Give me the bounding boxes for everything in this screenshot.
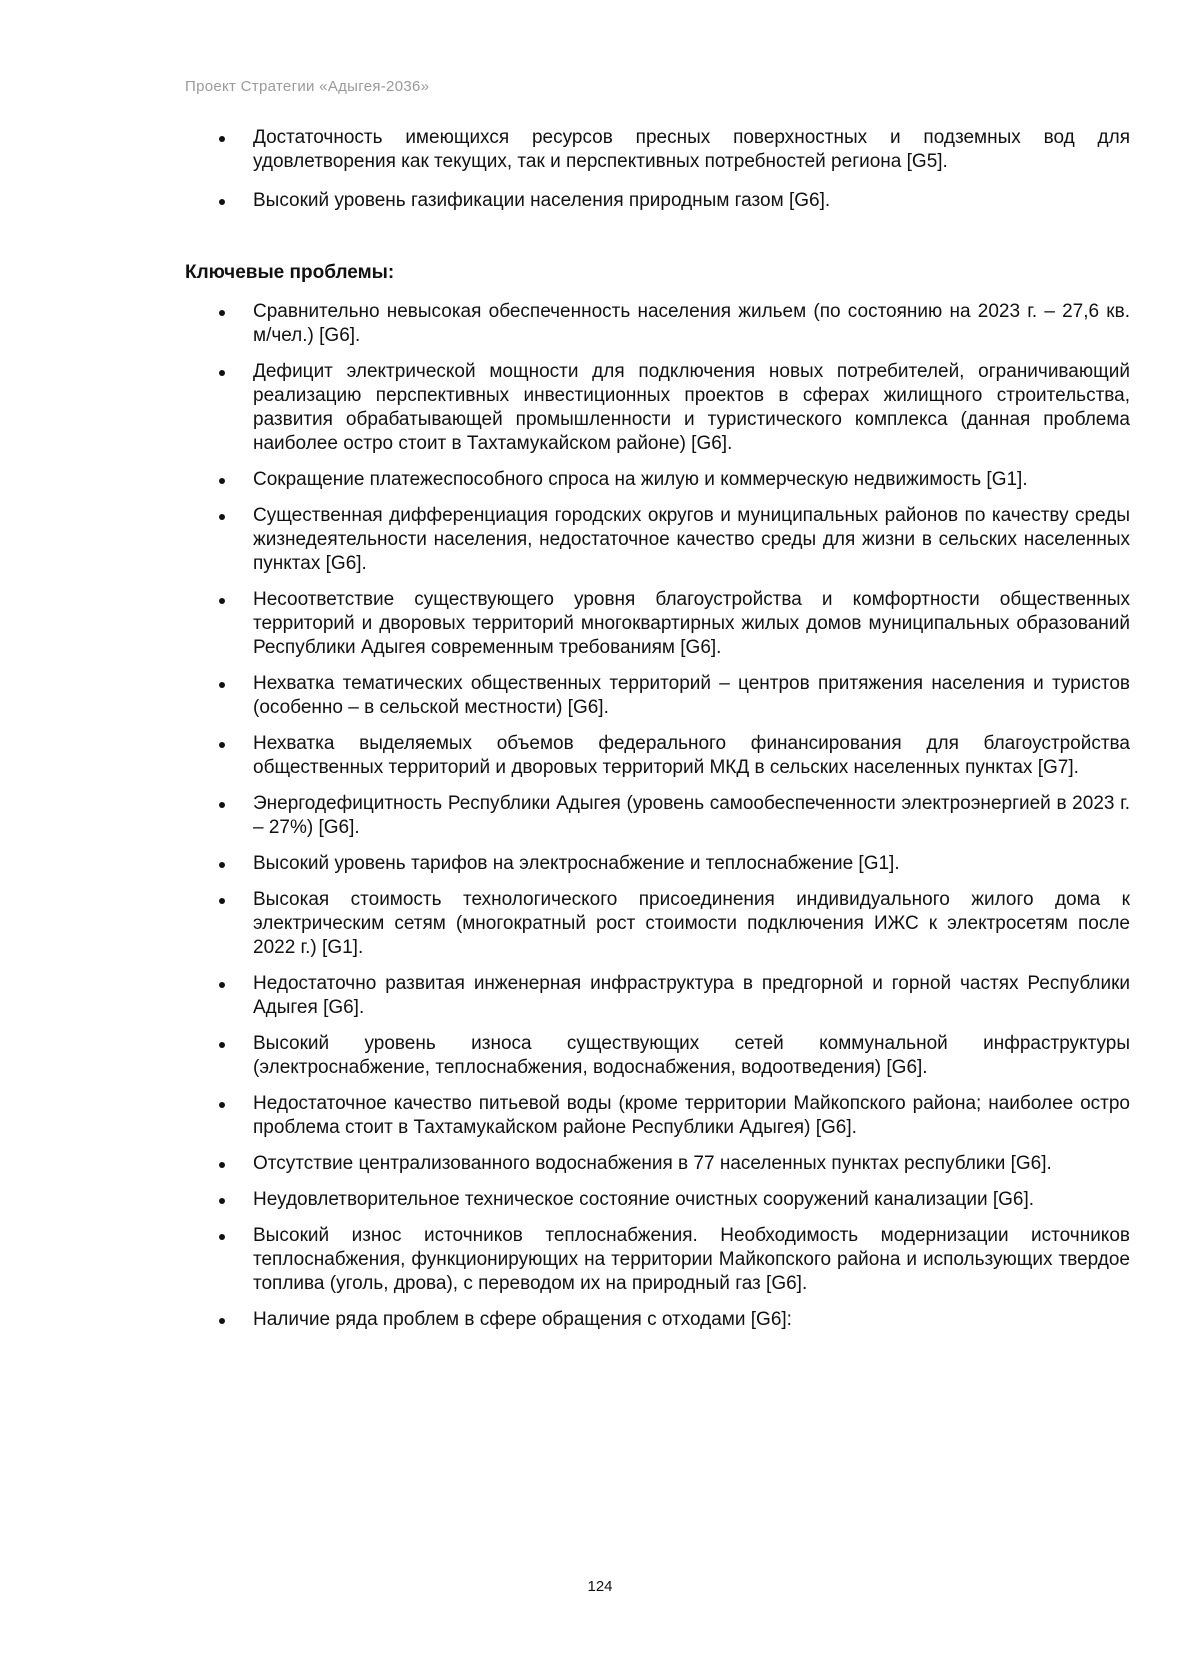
list-item: Высокий уровень износа существующих сетей коммунальной инфраструктуры (электроснабжение, теплоснабжения, водоснабжения, водоотведения) [G6]. — [185, 1032, 1130, 1080]
section-title: Ключевые проблемы: — [185, 262, 395, 283]
list-item: Недостаточно развитая инженерная инфраструктура в предгорной и горной частях Республики Адыгея [G6]. — [185, 972, 1130, 1020]
list-item: Нехватка тематических общественных территорий – центров притяжения населения и туристов (особенно – в сельской местности) [G6]. — [185, 672, 1130, 720]
list-item: Отсутствие централизованного водоснабжения в 77 населенных пунктах республики [G6]. — [185, 1152, 1130, 1176]
list-item: Несоответствие существующего уровня благоустройства и комфортности общественных территорий и дворовых территорий многоквартирных жилых домов муниципальных образований Республики Адыгея современным требованиям [G6]. — [185, 588, 1130, 660]
list-item: Высокая стоимость технологического присоединения индивидуального жилого дома к электрическим сетям (многократный рост стоимости подключения ИЖС к электросетям после 2022 г.) [G1]. — [185, 888, 1130, 960]
list-item: Сравнительно невысокая обеспеченность населения жильем (по состоянию на 2023 г. – 27,6 кв. м/чел.) [G6]. — [185, 300, 1130, 348]
list-item: Высокий уровень газификации населения природным газом [G6]. — [185, 189, 1130, 213]
list-item: Неудовлетворительное техническое состояние очистных сооружений канализации [G6]. — [185, 1188, 1130, 1212]
problems-list — [185, 300, 1130, 1344]
page-number: 124 — [587, 1578, 613, 1595]
list-item: Существенная дифференциация городских округов и муниципальных районов по качеству среды жизнедеятельности населения, недостаточное качество среды для жизни в сельских населенных пунктах [G6]. — [185, 504, 1130, 576]
list-item: Дефицит электрической мощности для подключения новых потребителей, ограничивающий реализацию перспективных инвестиционных проектов в сферах жилищного строительства, развития обрабатывающей промышленности и туристического комплекса (данная проблема наиболее остро стоит в Тахтамукайском районе) [G6]. — [185, 360, 1130, 456]
list-item: Недостаточное качество питьевой воды (кроме территории Майкопского района; наиболее остро проблема стоит в Тахтамукайском районе Республики Адыгея) [G6]. — [185, 1092, 1130, 1140]
list-item: Сокращение платежеспособного спроса на жилую и коммерческую недвижимость [G1]. — [185, 468, 1130, 492]
list-item: Энергодефицитность Республики Адыгея (уровень самообеспеченности электроэнергией в 2023 г. – 27%) [G6]. — [185, 792, 1130, 840]
running-header: Проект Стратегии «Адыгея-2036» — [185, 78, 430, 95]
list-item: Нехватка выделяемых объемов федерального финансирования для благоустройства общественных территорий и дворовых территорий МКД в сельских населенных пунктах [G7]. — [185, 732, 1130, 780]
list-item: Наличие ряда проблем в сфере обращения с отходами [G6]: — [185, 1308, 1130, 1332]
list-item: Достаточность имеющихся ресурсов пресных поверхностных и подземных вод для удовлетворения как текущих, так и перспективных потребностей региона [G5]. — [185, 126, 1130, 174]
strengths-list — [185, 126, 1130, 228]
list-item: Высокий уровень тарифов на электроснабжение и теплоснабжение [G1]. — [185, 852, 1130, 876]
list-item: Высокий износ источников теплоснабжения. Необходимость модернизации источников теплоснабжения, функционирующих на территории Майкопского района и использующих твердое топлива (уголь, дрова), с переводом их на природный газ [G6]. — [185, 1224, 1130, 1296]
